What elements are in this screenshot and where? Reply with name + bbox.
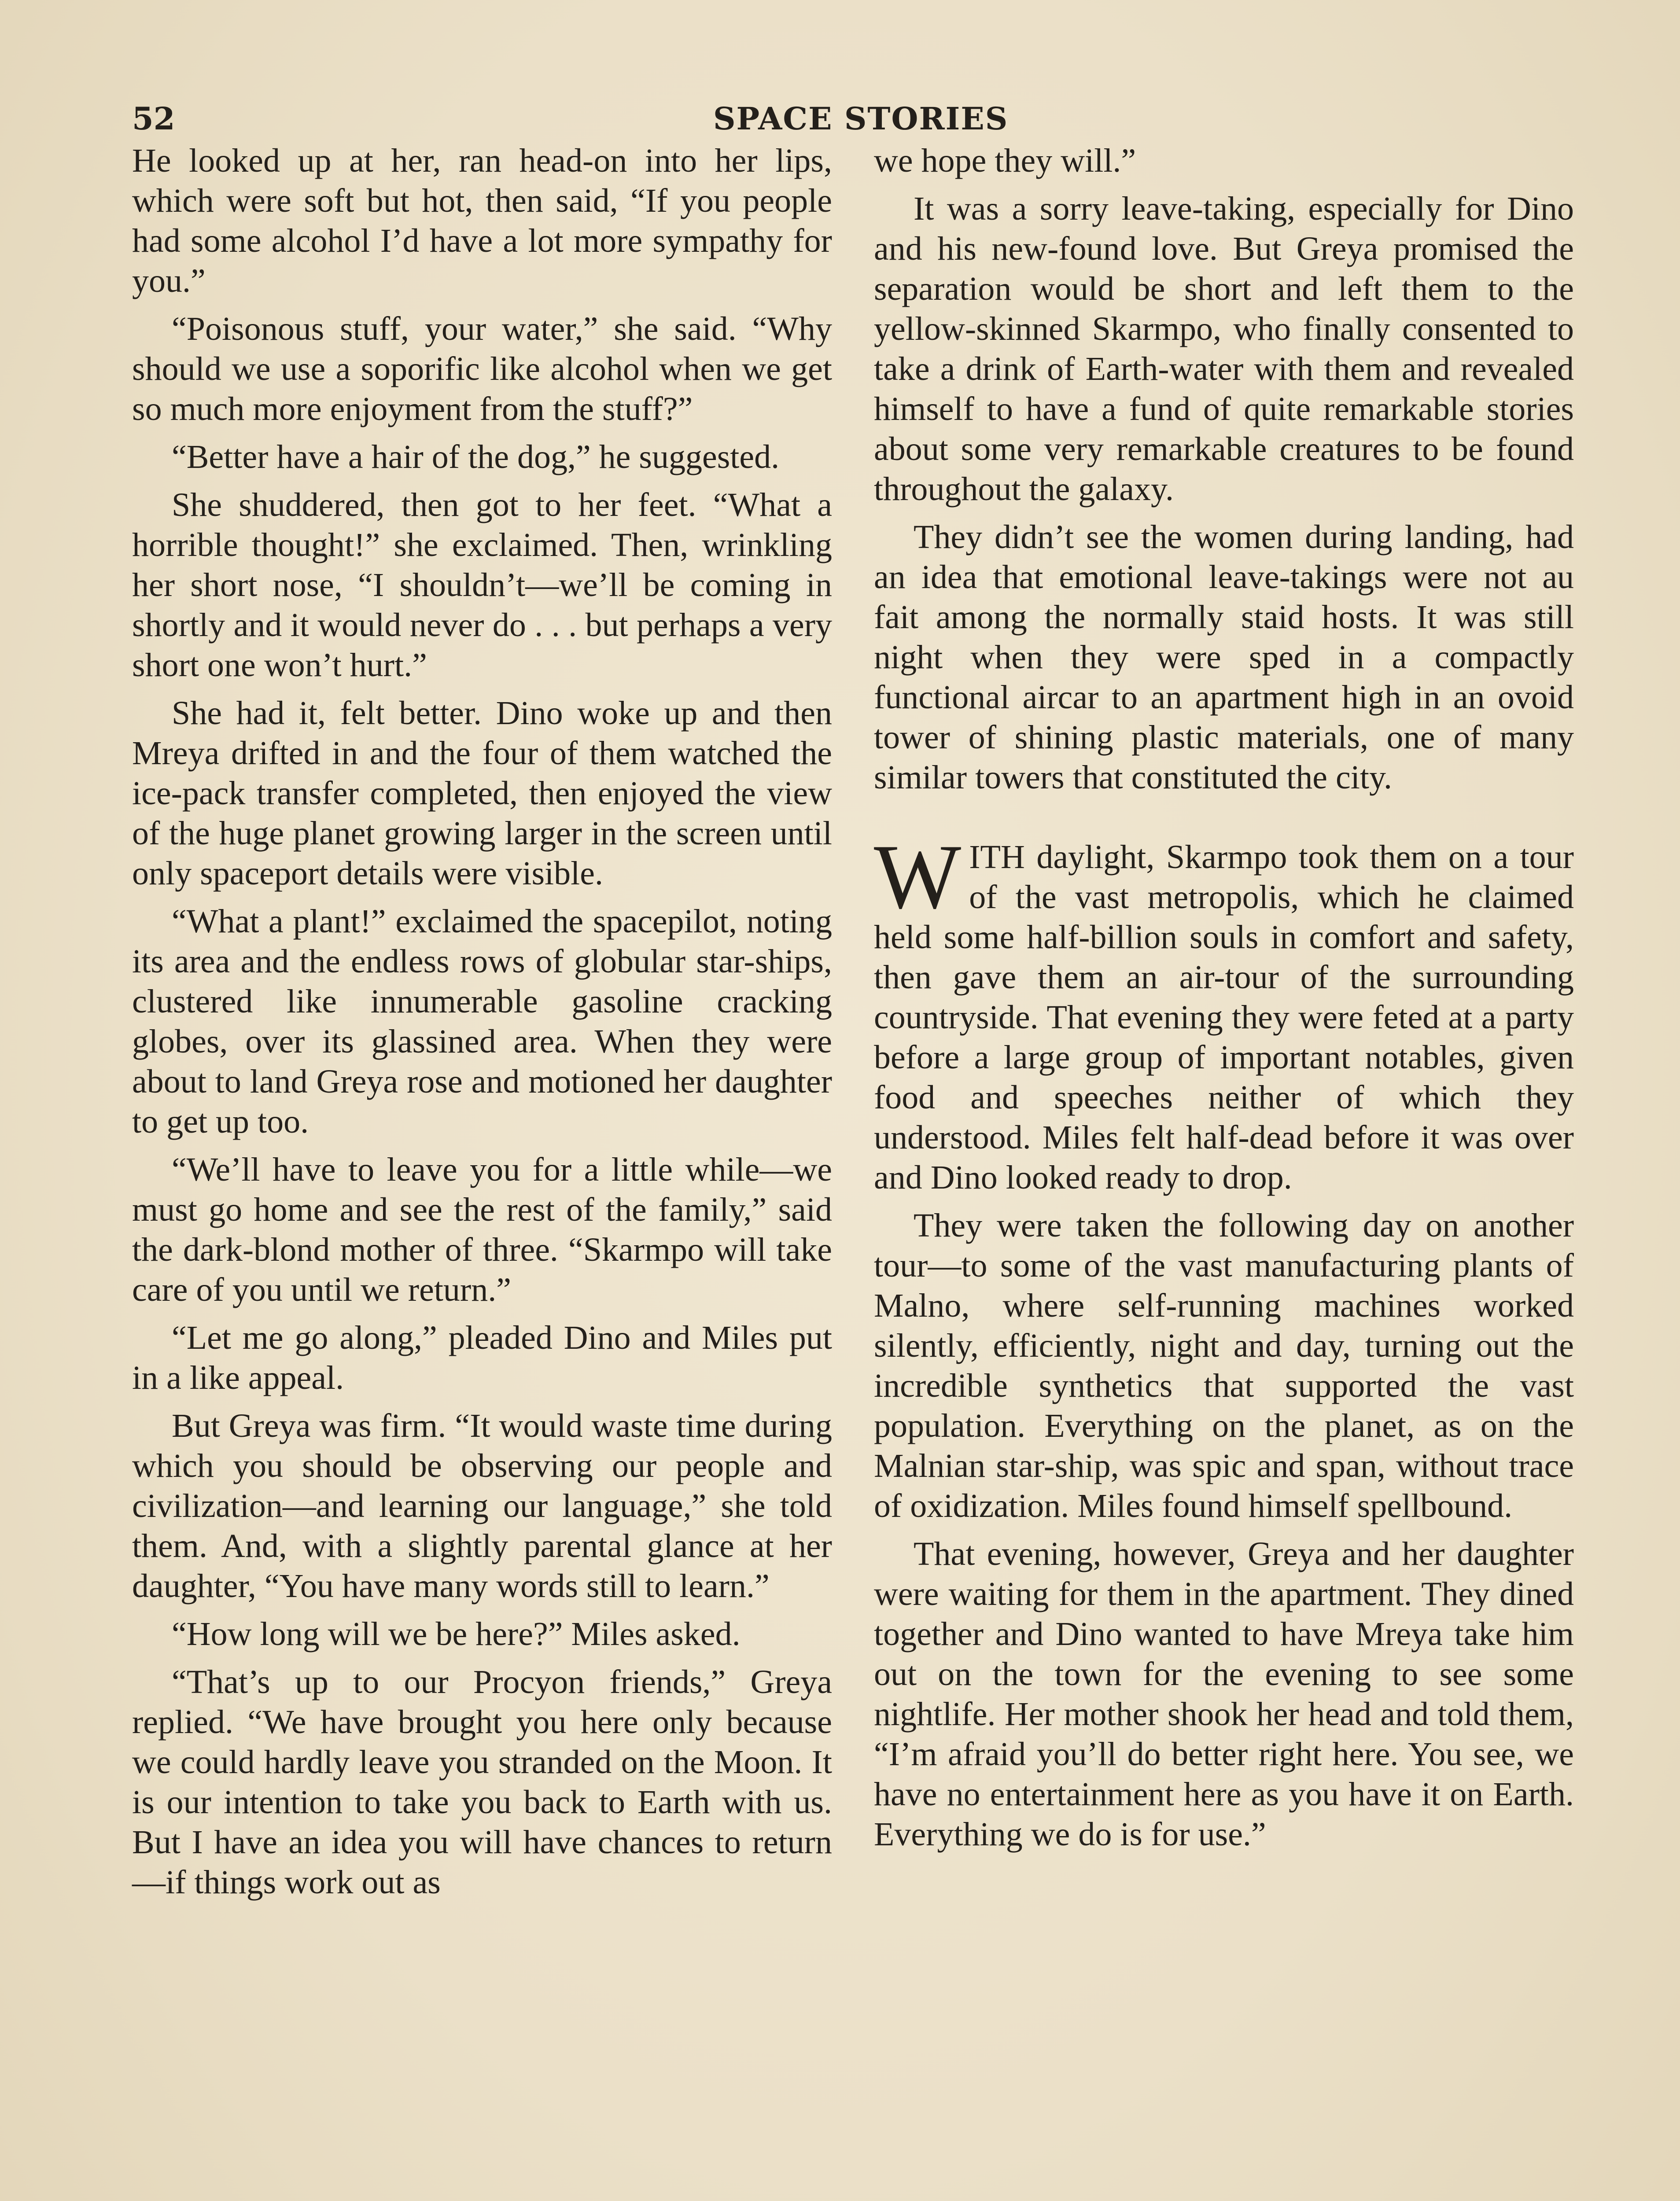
left-column: [132, 141, 832, 1910]
drop-cap: W: [874, 826, 962, 928]
paragraph: He looked up at her, ran head-on into her lips, which were soft but hot, then said, “If you people had some alcohol I’d have a lot more sympathy for you.”: [132, 142, 832, 299]
paragraph: “Better have a hair of the dog,” he suggested.: [172, 438, 780, 475]
paragraph: She shuddered, then got to her feet. “What a horrible thought!” she exclaimed. Then, wrinkling her short nose, “I shouldn’t—we’ll be coming in shortly and it would never do . . . but perhaps a very short one won’t hurt.”: [132, 486, 832, 684]
paragraph: “We’ll have to leave you for a little while—we must go home and see the rest of the family,” said the dark-blond mother of three. “Skarmpo will take care of you until we return.”: [132, 1151, 832, 1308]
paragraph: “How long will we be here?” Miles asked.: [172, 1616, 741, 1653]
continued-paragraph: we hope they will.”: [874, 142, 1136, 179]
section-opening-text: ITH daylight, Skarmpo took them on a tour of the vast metropolis, which he claimed held some half-billion souls in comfort and safety, then gave them an air-tour of the surrounding countryside. That evening they were feted at a party before a large group of important notables, given food and speeches neither of which they understood. Miles felt half-dead before it was over and Dino looked ready to drop.: [874, 839, 1574, 1196]
paragraph: They didn’t see the women during landing, had an idea that emotional leave-takings were not au fait among the normally staid hosts. It was still night when they were sped in a compactly functional aircar to an apartment high in an ovoid tower of shining plastic materials, one of many similar towers that constituted the city.: [874, 519, 1574, 796]
right-column: [874, 141, 1574, 1862]
page-header: [132, 97, 1567, 141]
paragraph: That evening, however, Greya and her daughter were waiting for them in the apartment. They dined together and Dino wanted to have Mreya take him out on the town for the evening to see some nightlife. Her mother shook her head and told them, “I’m afraid you’ll do better right here. You see, we have no entertainment here as you have it on Earth. Everything we do is for use.”: [874, 1535, 1574, 1853]
paragraph: “Let me go along,” pleaded Dino and Miles put in a like appeal.: [132, 1319, 832, 1396]
paragraph: But Greya was firm. “It would waste time during which you should be observing our people and civilization—and learning our language,” she told them. And, with a slightly parental glance at her daughter, “You have many words still to learn.”: [132, 1407, 832, 1605]
paragraph: “That’s up to our Procyon friends,” Greya replied. “We have brought you here only because we could hardly leave you stranded on the Moon. It is our intention to take you back to Earth with us. But I have an idea you will have chances to return—if things work out as: [132, 1664, 832, 1901]
paragraph: “Poisonous stuff, your water,” she said. “Why should we use a soporific like alcohol when we get so much more enjoyment from the stuff?”: [132, 310, 832, 427]
paragraph: It was a sorry leave-taking, especially for Dino and his new-found love. But Greya promised the separation would be short and left them to the yellow-skinned Skarmpo, who finally consented to take a drink of Earth-water with them and revealed himself to have a fund of quite remarkable stories about some very remarkable creatures to be found throughout the galaxy.: [874, 190, 1574, 508]
running-title: SPACE STORIES: [713, 100, 1009, 137]
page-number: 52: [132, 100, 175, 137]
section-opening-paragraph: [874, 826, 1574, 1198]
paragraph: They were taken the following day on another tour—to some of the vast manufacturing plants of Malno, where self-running machines worked silently, efficiently, night and day, turning out the incredible synthetics that supported the vast population. Everything on the planet, as on the Malnian star-ship, was spic and span, without trace of oxidization. Miles found himself spellbound.: [874, 1207, 1574, 1524]
paragraph: “What a plant!” exclaimed the spacepilot, noting its area and the endless rows of globular star-ships, clustered like innumerable gasoline cracking globes, over its glassined area. When they were about to land Greya rose and motioned her daughter to get up too.: [132, 903, 832, 1140]
paragraph: She had it, felt better. Dino woke up and then Mreya drifted in and the four of them watched the ice-pack transfer completed, then enjoyed the view of the huge planet growing larger in the screen until only spaceport details were visible.: [132, 695, 832, 892]
